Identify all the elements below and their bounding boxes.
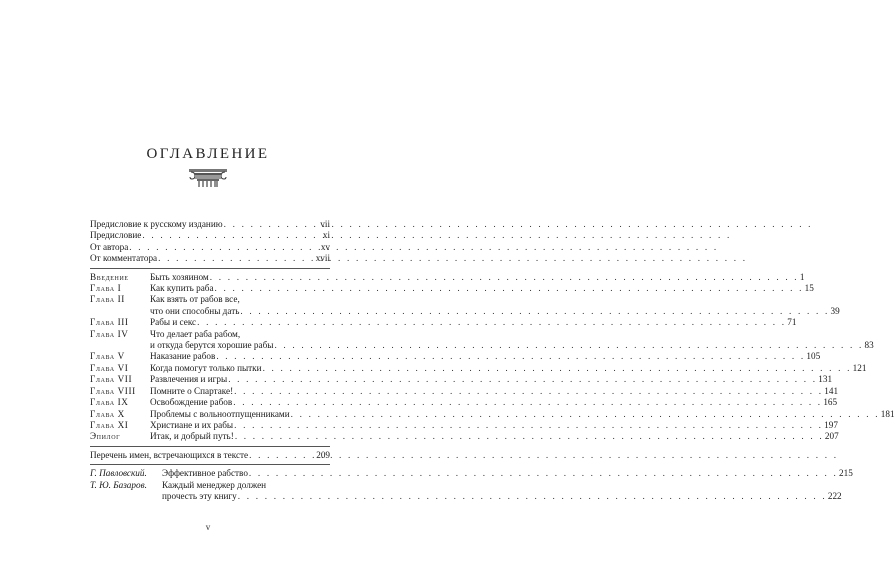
dot-leader (224, 219, 320, 230)
toc-entry-page: 215 (839, 468, 853, 479)
dot-leader (238, 491, 827, 502)
toc-entry-line (150, 374, 832, 385)
toc-entry-line (162, 491, 842, 502)
toc-entry-page: 181 (880, 408, 895, 419)
toc-entry-line (150, 420, 838, 431)
toc-entry-label: Глава VIII (90, 385, 136, 396)
toc-entry-body (150, 329, 874, 352)
toc-entry-title: Итак, и добрый путь! (150, 431, 234, 442)
toc-entry-line (150, 397, 837, 408)
front-matter-entry (90, 230, 330, 241)
toc-entry-page: 165 (823, 397, 838, 408)
toc-entry-line (150, 317, 796, 328)
toc-entry-title: Предисловие (90, 230, 142, 241)
toc-entry-label: Глава II (90, 294, 125, 305)
dot-leader (210, 272, 799, 283)
toc-entry-line (150, 431, 839, 442)
divider (90, 464, 330, 465)
toc-entry-title: От автора (90, 241, 129, 252)
toc-entry-body (150, 386, 838, 397)
toc-entry-page: 121 (852, 362, 867, 373)
dot-leader (234, 386, 823, 397)
toc-entry-line (150, 306, 840, 317)
toc-entry-line (150, 283, 814, 294)
toc-entry-label: Глава III (90, 317, 129, 328)
toc-entry (90, 397, 838, 408)
toc-entry-body (150, 420, 838, 431)
page-title: ОГЛАВЛЕНИЕ (146, 146, 270, 162)
toc-entry-page: xi (322, 230, 330, 241)
dot-leader (215, 283, 804, 294)
dot-leader (233, 397, 822, 408)
toc-entry-label: Глава I (90, 283, 122, 294)
toc-entry-body (162, 468, 853, 479)
toc-entry-page: 83 (864, 340, 874, 351)
toc-entry (90, 351, 821, 362)
toc-entry-page: 207 (824, 431, 839, 442)
dot-leader (129, 242, 320, 253)
toc-entry-label: Т. Ю. Базаров. (90, 479, 147, 490)
dot-leader (216, 351, 805, 362)
dot-leader (234, 420, 823, 431)
toc-entry-title: Освобождение рабов (150, 397, 233, 408)
toc-entry-body (150, 363, 866, 374)
toc-entry-title: От комментатора (90, 253, 158, 264)
toc-entry-page: 209 (316, 449, 330, 460)
toc-entry (90, 374, 833, 385)
toc-entry-page: 222 (827, 490, 842, 501)
toc-entry (90, 468, 853, 479)
toc-entry-page: 15 (804, 283, 814, 294)
toc-entry-label: Эпилог (90, 431, 121, 442)
dot-leader (249, 468, 838, 479)
toc-entry-body (150, 397, 837, 408)
toc-entry-line (150, 340, 874, 351)
toc-entry-label: Глава V (90, 351, 125, 362)
toc-entry (90, 271, 805, 283)
toc-entry-title: Каждый менеджер должен (162, 479, 267, 490)
toc-entry-page: 197 (824, 419, 838, 430)
dot-leader (274, 340, 863, 351)
toc-entry-title: Развлечения и игры (150, 374, 228, 385)
toc-entry (90, 479, 842, 503)
toc-entry (90, 385, 839, 397)
toc-entry-label: Глава IX (90, 397, 129, 408)
toc-entry (90, 431, 839, 442)
toc-entry-page: 39 (830, 305, 840, 316)
toc-entry-title: что они способны дать (150, 305, 240, 316)
toc-entry-title: Как взять от рабов все, (150, 294, 240, 305)
toc-entry-page: 71 (787, 317, 797, 328)
toc-entry-line (150, 351, 820, 362)
toc-entry-body (150, 272, 804, 283)
toc-entry-title: Эффективное рабство (162, 468, 248, 479)
toc-entry-page: 1 (799, 271, 805, 282)
toc-entry-body (150, 294, 840, 317)
front-matter-entry (90, 242, 330, 253)
toc-entry-title: Наказание рабов (150, 351, 216, 362)
toc-entry-line (150, 409, 895, 420)
toc-entry-title: Рабы и секс (150, 317, 197, 328)
toc-entry-title: Помните о Спартаке! (150, 385, 234, 396)
toc-entry (90, 317, 797, 328)
toc-entry (90, 283, 814, 294)
toc-entry-line (150, 294, 840, 305)
toc-entry-title: Как купить раба (150, 283, 214, 294)
dot-leader (235, 431, 824, 442)
dot-leader (240, 306, 829, 317)
toc-entry-body (162, 480, 842, 503)
divider (90, 268, 330, 269)
front-matter-entry (90, 253, 330, 264)
toc-entry-line (150, 329, 874, 340)
dot-leader (142, 230, 321, 241)
toc-entry-title: Проблемы с вольноотпущенниками (150, 408, 290, 419)
toc-entry-title: Предисловие к русскому изданию (90, 219, 223, 229)
toc-entry-title: Христиане и их рабы (150, 419, 234, 430)
toc-entry-page: 131 (818, 374, 833, 385)
dot-leader (228, 374, 817, 385)
toc-entry (90, 362, 867, 374)
toc-entry-title: Перечень имен, встречающихся в тексте (90, 449, 249, 460)
toc-entry-title: Быть хозяином (150, 271, 209, 282)
toc-entry-page: vii (320, 219, 330, 229)
toc-entry-body (150, 431, 839, 442)
toc-entry-label: Введение (90, 271, 129, 282)
toc-entry-page: 141 (824, 385, 839, 396)
toc-entry-line (150, 272, 804, 283)
toc-entry (90, 328, 874, 352)
toc-entry-body (150, 409, 895, 420)
dot-leader (263, 363, 852, 374)
toc-entry-label: Глава VII (90, 374, 133, 385)
toc-entry-line (150, 363, 866, 374)
divider (90, 446, 330, 447)
toc-entry (90, 419, 838, 431)
toc-entry-page: 105 (806, 351, 821, 362)
toc-entry-label: Г. Павловский. (90, 468, 147, 479)
toc-entry-page: xvii (315, 253, 330, 264)
toc-entry-line (162, 480, 842, 491)
toc-entry-label: Глава IV (90, 328, 129, 339)
dot-leader (249, 450, 315, 461)
toc-entry-title: и откуда берутся хорошие рабы (150, 340, 274, 351)
toc-entry-title: прочесть эту книгу (162, 490, 237, 501)
toc-entry-line (162, 468, 853, 479)
index-entry (90, 450, 330, 461)
toc-entry-body (150, 351, 820, 362)
page-number: v (205, 522, 211, 532)
dot-leader (291, 409, 880, 420)
toc-entry (90, 408, 895, 420)
toc-entry-label: Глава X (90, 408, 125, 419)
toc-entry-title: Когда помогут только пытки (150, 362, 262, 373)
toc-entry-page: xv (320, 241, 330, 252)
front-matter-entry (90, 219, 330, 230)
column-capital-icon (188, 168, 228, 188)
toc-entry-body (150, 374, 832, 385)
toc-entry-body (150, 283, 814, 294)
table-of-contents (90, 219, 895, 502)
toc-entry-line (150, 386, 838, 397)
toc-entry-label: Глава XI (90, 419, 129, 430)
toc-entry-body (150, 317, 796, 328)
dot-leader (158, 253, 315, 264)
dot-leader (197, 317, 786, 328)
toc-entry-title: Что делает раба рабом, (150, 328, 241, 339)
toc-entry (90, 294, 840, 317)
toc-entry-label: Глава VI (90, 362, 129, 373)
